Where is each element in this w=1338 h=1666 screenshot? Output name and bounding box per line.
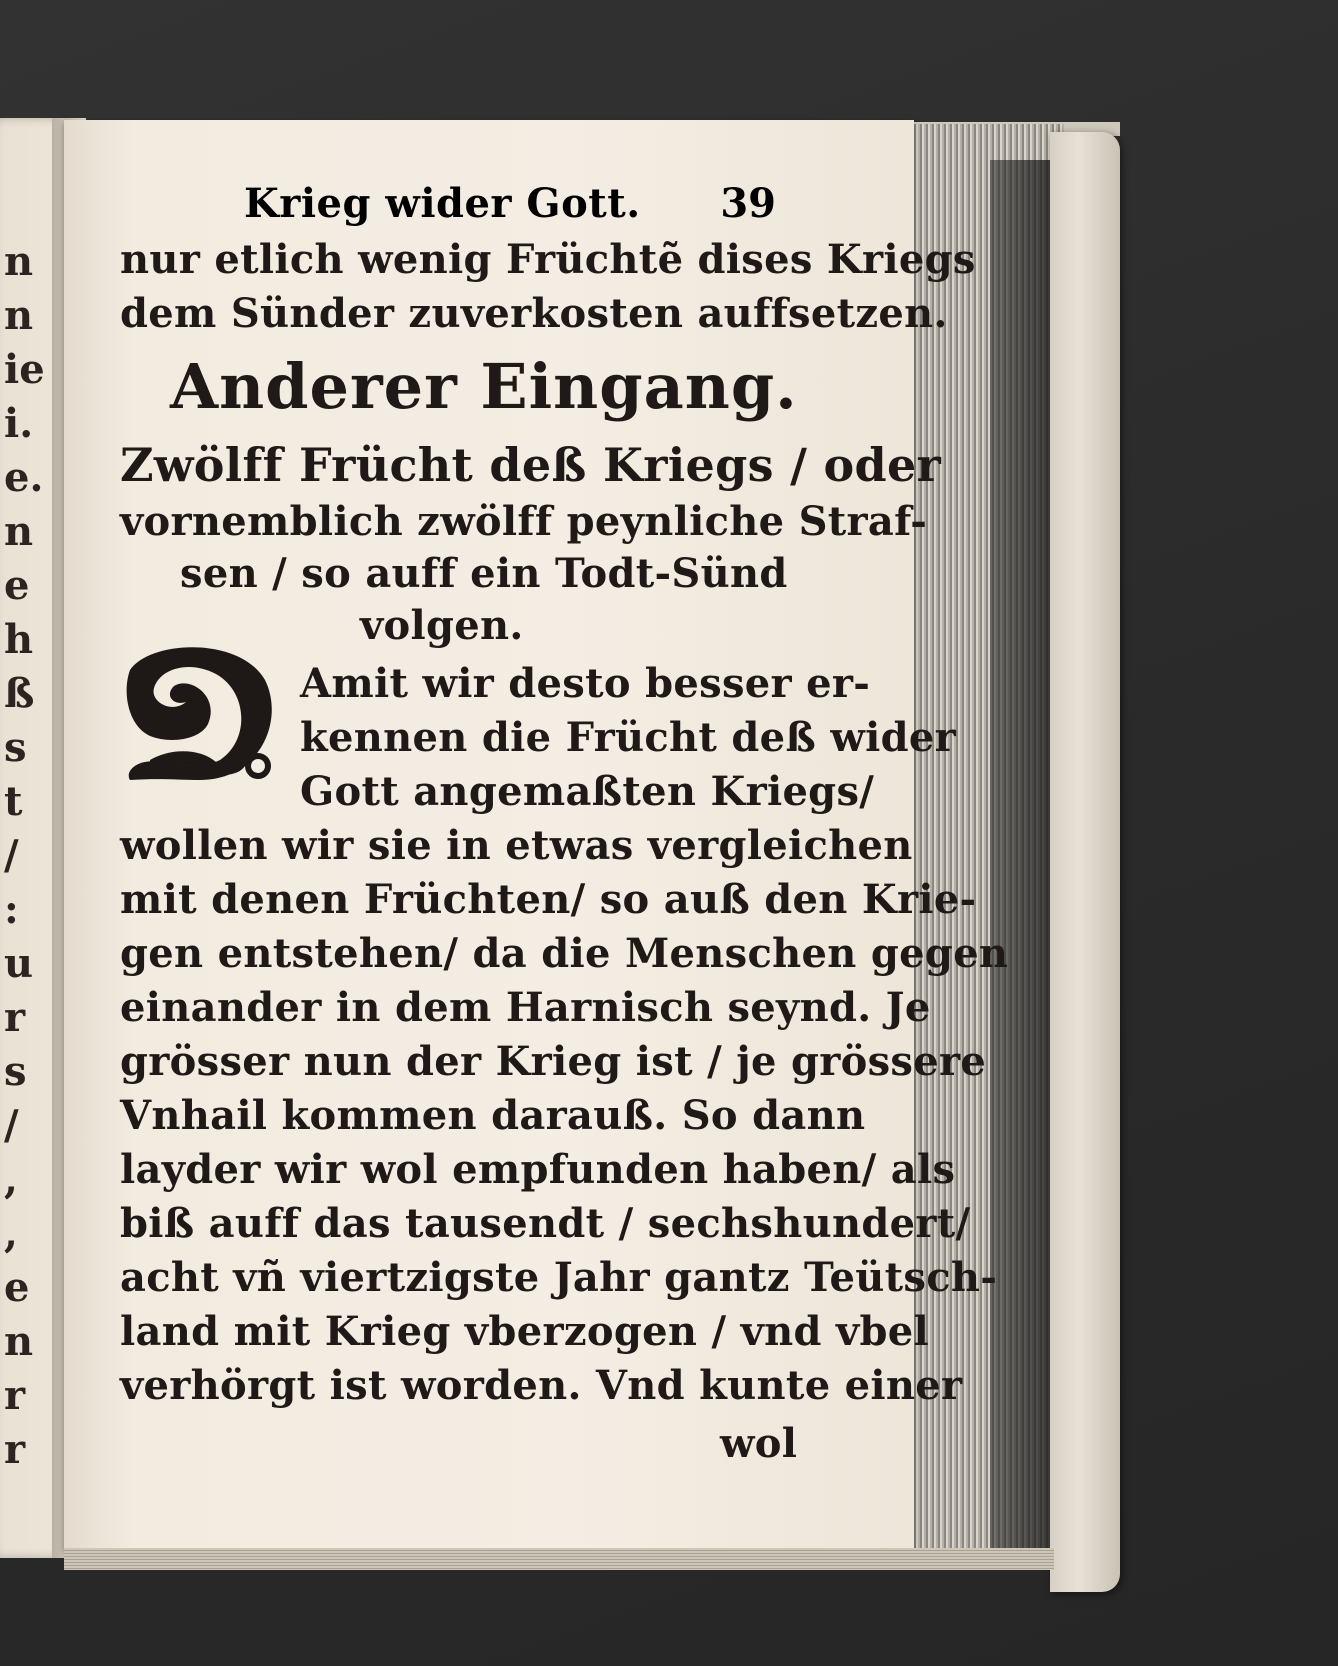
paragraph-line: Amit wir desto besser er- — [300, 660, 871, 707]
left-page-fragment: u — [4, 940, 34, 987]
drop-cap — [120, 640, 280, 792]
left-page-fragment: e — [4, 562, 30, 609]
left-page-fragment: n — [4, 508, 34, 555]
left-page-fragment: r — [4, 1372, 26, 1419]
left-page-fragment: h — [4, 616, 34, 663]
paragraph-line: Vnhail kommen darauß. So dann — [120, 1092, 866, 1139]
paragraph-line: einander in dem Harnisch seynd. Je — [120, 984, 931, 1031]
paragraph-line: wollen wir sie in etwas vergleichen — [120, 822, 913, 869]
left-page-fragment: / — [4, 832, 19, 879]
text-line: nur etlich wenig Früchtẽ dises Kriegs — [120, 236, 976, 283]
paragraph-line: gen entstehen/ da die Menschen gegen — [120, 930, 1009, 977]
subheading-line: volgen. — [360, 602, 524, 649]
text-line: dem Sünder zuverkosten auffsetzen. — [120, 290, 948, 337]
subheading-line: Zwölff Frücht deß Kriegs / oder — [120, 438, 942, 492]
running-head: Krieg wider Gott. — [244, 180, 641, 227]
page-number: 39 — [720, 180, 776, 227]
page-header — [120, 180, 780, 236]
left-page-fragment: n — [4, 292, 34, 339]
left-page-fragment: e. — [4, 454, 44, 501]
paragraph-line: land mit Krieg vberzogen / vnd vbel — [120, 1308, 930, 1355]
left-page-fragment: t — [4, 778, 23, 825]
book-cover — [1050, 132, 1120, 1592]
left-page-fragment: i. — [4, 400, 34, 447]
left-page-fragment: , — [4, 1156, 18, 1203]
paragraph-line: Gott angemaßten Kriegs/ — [300, 768, 875, 815]
left-page-fragment: e — [4, 1264, 30, 1311]
section-heading: Anderer Eingang. — [170, 350, 798, 423]
left-page-fragment: : — [4, 886, 19, 933]
paragraph-line: layder wir wol empfunden haben/ als — [120, 1146, 956, 1193]
left-page-fragment: n — [4, 238, 34, 285]
paragraph-line: verhörgt ist worden. Vnd kunte einer — [120, 1362, 963, 1409]
subheading-line: vornemblich zwölff peynliche Straf- — [120, 498, 928, 545]
page-bottom-edge — [64, 1548, 1054, 1570]
drop-cap-letter: D — [270, 659, 272, 661]
paragraph-line: grösser nun der Krieg ist / je grössere — [120, 1038, 987, 1085]
drop-cap-ornament-icon — [120, 640, 280, 792]
left-page-fragment: n — [4, 1318, 34, 1365]
paragraph-line: kennen die Frücht deß wider — [300, 714, 956, 761]
left-page-fragment: s — [4, 724, 27, 771]
left-page-fragment: r — [4, 994, 26, 1041]
catchword: wol — [720, 1420, 798, 1467]
left-page-fragment: r — [4, 1426, 26, 1473]
left-page-fragment: s — [4, 1048, 27, 1095]
paragraph-line: acht vñ viertzigste Jahr gantz Teütsch- — [120, 1254, 998, 1301]
left-page-fragment: ß — [4, 670, 35, 717]
subheading-line: sen / so auff ein Todt-Sünd — [180, 550, 788, 597]
paragraph-line: biß auff das tausendt / sechshundert/ — [120, 1200, 971, 1247]
left-page-fragment: / — [4, 1102, 19, 1149]
paragraph-line: mit denen Früchten/ so auß den Krie- — [120, 876, 977, 923]
left-page-fragment: , — [4, 1210, 18, 1257]
left-page-fragment: ie — [4, 346, 45, 393]
